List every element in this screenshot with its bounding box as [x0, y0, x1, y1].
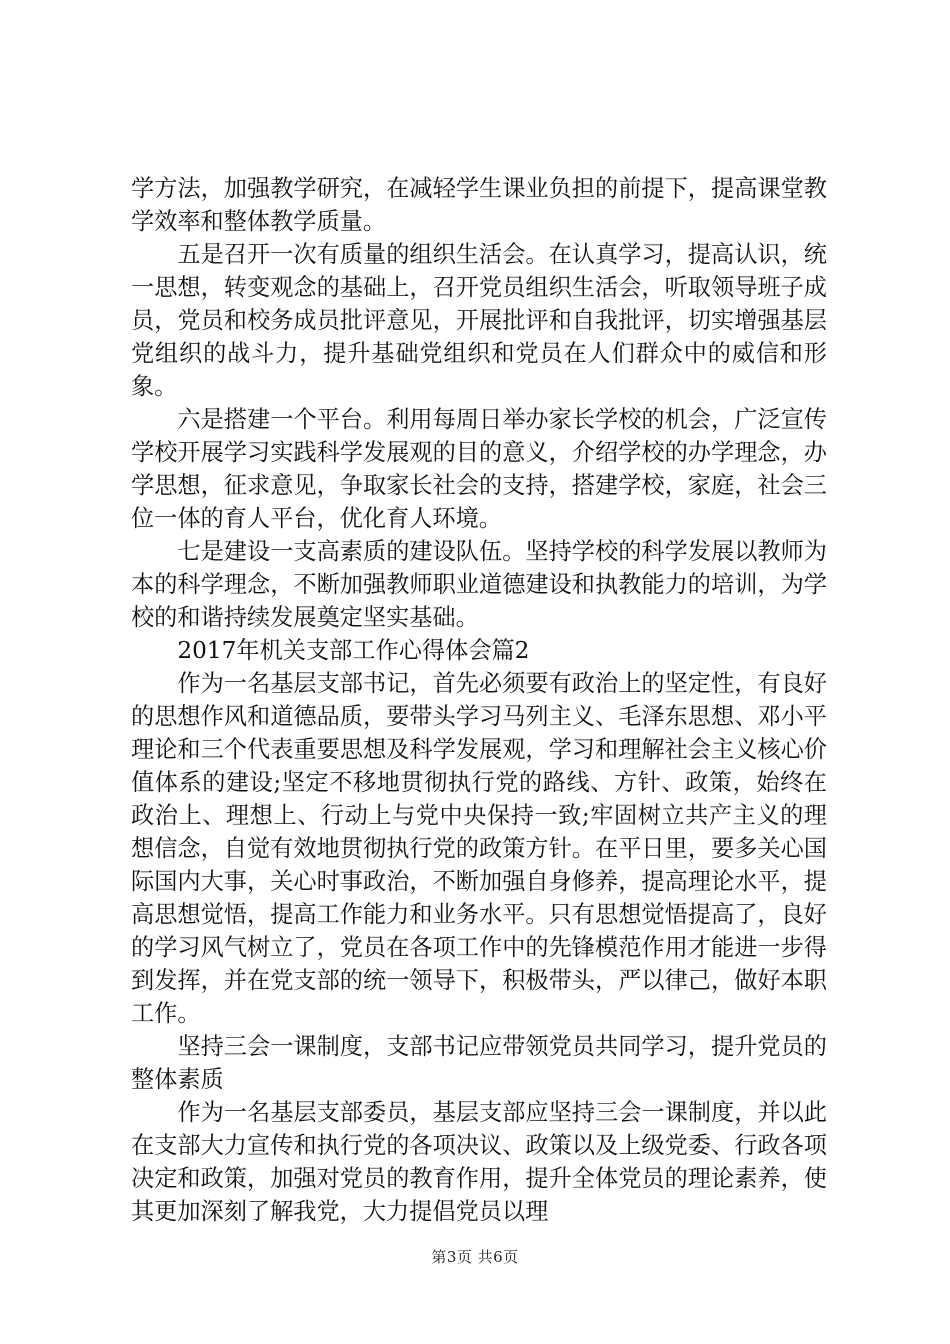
paragraph-subheading: 坚持三会一课制度，支部书记应带领党员共同学习，提升党员的整体素质: [131, 1033, 827, 1093]
paragraph-secretary-role: 作为一名基层支部书记，首先必须要有政治上的坚定性，有良好的思想作风和道德品质，要带头学习马列主义、毛泽东思想、邓小平理论和三个代表重要思想及科学发展观，学习和理解社会主义核心价值体系的建设;坚定不移地贯彻执行党的路线、方针、政策，始终在政治上、理想上、行动上与党中央保持一致;牢固树立共产主义的理想信念，自觉有效地贯彻执行党的政策方针。在平日里，要多关心国际国内大事，关心时事政治，不断加强自身修养，提高理论水平，提高思想觉悟，提高工作能力和业务水平。只有思想觉悟提高了，良好的学习风气树立了，党员在各项工作中的先锋模范作用才能进一步得到发挥，并在党支部的统一领导下，积极带头，严以律己，做好本职工作。: [131, 670, 827, 1027]
paragraph-committee-member: 作为一名基层支部委员，基层支部应坚持三会一课制度，并以此在支部大力宣传和执行党的各项决议、政策以及上级党委、行政各项决定和政策，加强对党员的教育作用，提升全体党员的理论素养，使其更加深刻了解我党，大力提倡党员以理: [131, 1099, 827, 1225]
document-body: [131, 172, 827, 1228]
paragraph-item-six: 六是搭建一个平台。利用每周日举办家长学校的机会，广泛宣传学校开展学习实践科学发展观的目的意义，介绍学校的办学理念，办学思想，征求意见，争取家长社会的支持，搭建学校，家庭，社会三位一体的育人平台，优化育人环境。: [131, 406, 827, 532]
paragraph-item-five: 五是召开一次有质量的组织生活会。在认真学习，提高认识，统一思想，转变观念的基础上，召开党员组织生活会，听取领导班子成员，党员和校务成员批评意见，开展批评和自我批评，切实增强基层党组织的战斗力，提升基础党组织和党员在人们群众中的威信和形象。: [131, 241, 827, 400]
paragraph-item-seven: 七是建设一支高素质的建设队伍。坚持学校的科学发展以教师为本的科学理念，不断加强教师职业道德建设和执教能力的培训，为学校的和谐持续发展奠定坚实基础。: [131, 538, 827, 631]
page-footer: 第3页 共6页: [431, 1248, 519, 1266]
paragraph-continuation: 学方法，加强教学研究，在减轻学生课业负担的前提下，提高课堂教学效率和整体教学质量。: [131, 175, 827, 235]
section-heading: 2017年机关支部工作心得体会篇2: [177, 637, 530, 664]
